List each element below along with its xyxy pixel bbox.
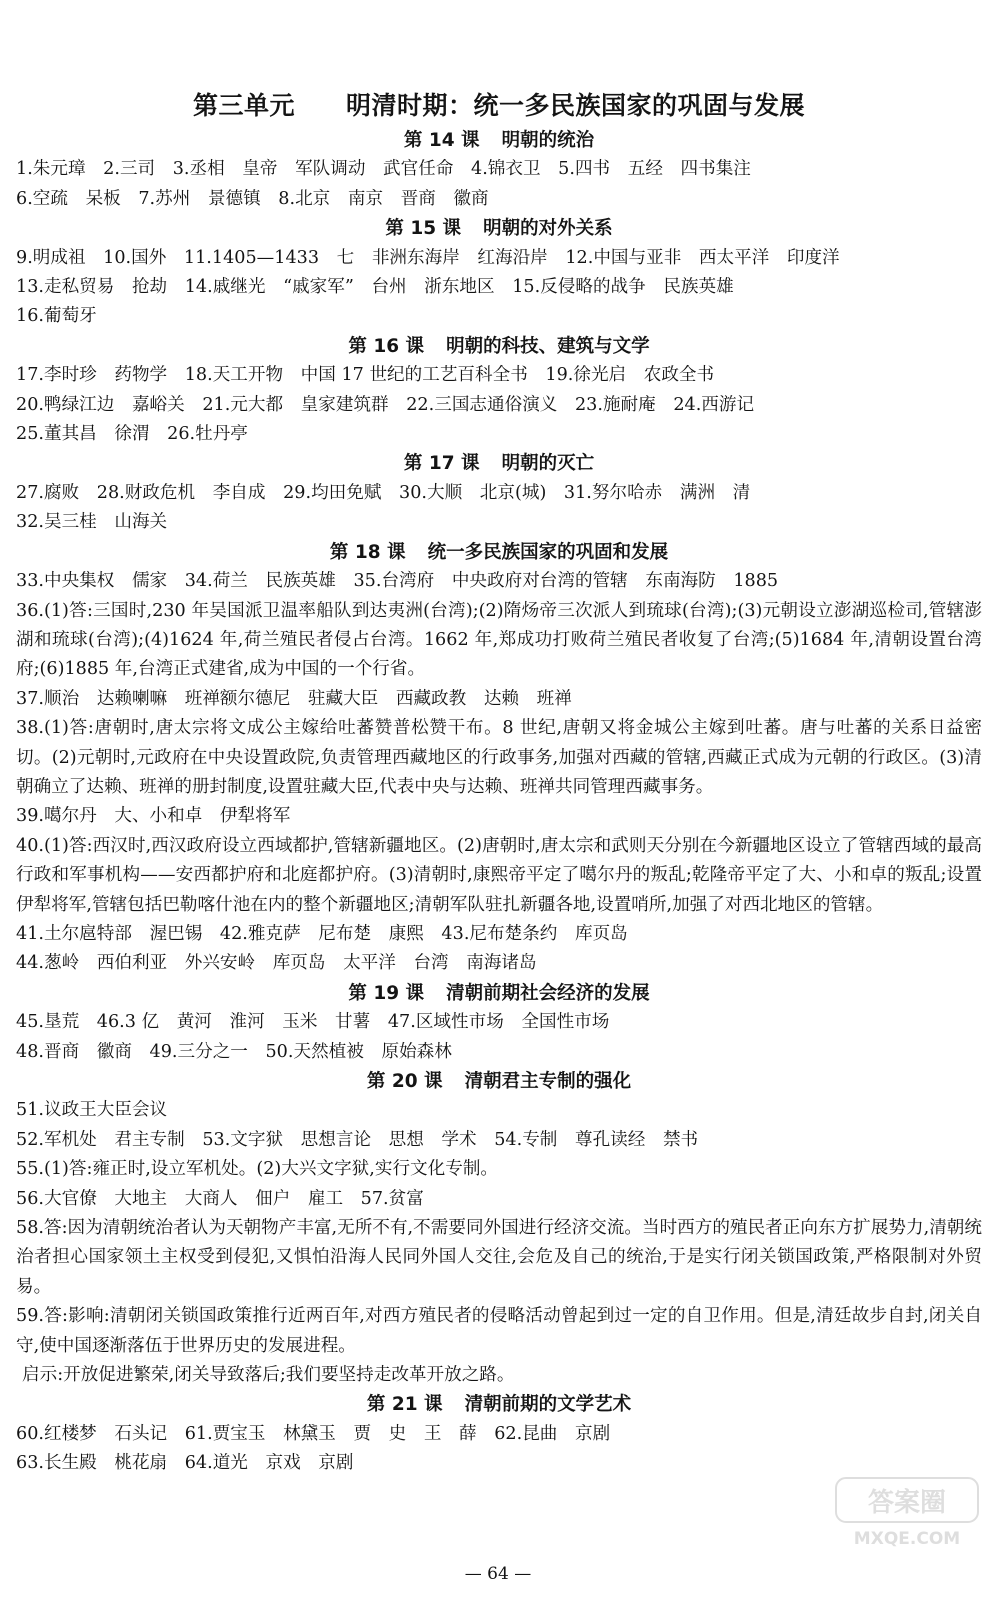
lesson-name: 清朝君主专制的强化: [464, 1071, 632, 1092]
answer-paragraph: 59.答:影响:清朝闭关锁国政策推行近两百年,对西方殖民者的侵略活动曾起到过一定的自卫作用。但是,清廷故步自封,闭关自守,使中国逐渐落伍于世界历史的发展进程。: [16, 1306, 982, 1356]
answer-line: 13.走私贸易 抢劫 14.戚继光 “戚家军” 台州 浙东地区 15.反侵略的战争 民族英雄: [16, 277, 734, 298]
answer-line: 41.土尔扈特部 渥巴锡 42.雅克萨 尼布楚 康熙 43.尼布楚条约 库页岛: [16, 923, 628, 944]
answer-line: 27.腐败 28.财政危机 李自成 29.均田免赋 30.大顺 北京(城) 31.努尔哈赤 满洲 清: [16, 482, 751, 503]
lesson-heading: [16, 538, 982, 567]
answer-line: 48.晋商 徽商 49.三分之一 50.天然植被 原始森林: [16, 1041, 452, 1062]
answer-line: 20.鸭绿江边 嘉峪关 21.元大都 皇家建筑群 22.三国志通俗演义 23.施耐庵 24.西游记: [16, 394, 755, 415]
watermark-text: 答案圈: [867, 1488, 947, 1518]
answer-content: [16, 126, 982, 1479]
answer-line: 6.空疏 呆板 7.苏州 景德镇 8.北京 南京 晋商 徽商: [16, 188, 489, 209]
lesson-name: 明朝的灭亡: [501, 453, 595, 475]
lesson-heading: [16, 1067, 982, 1096]
lesson-number: 第 20 课: [366, 1071, 443, 1092]
page-number: — 64 —: [464, 1564, 532, 1584]
answer-line: 启示:开放促进繁荣,闭关导致落后;我们要坚持走改革开放之路。: [22, 1365, 515, 1386]
answer-line: 1.朱元璋 2.三司 3.丞相 皇帝 军队调动 武官任命 4.锦衣卫 5.四书 五经 四书集注: [16, 159, 751, 180]
lesson-heading: [16, 1390, 982, 1419]
answer-paragraph: 36.(1)答:三国时,230 年吴国派卫温率船队到达夷洲(台湾);(2)隋炀帝三次派人到琉球(台湾);(3)元朝设立澎湖巡检司,管辖澎湖和琉球(台湾);(4)1624 年,荷兰殖民者侵占台湾。1662 年,郑成功打败荷兰殖民者收复了台湾;(5)1684 年,清朝设置台湾府;(6)1885 年,台湾正式建省,成为中国的一个行省。: [16, 600, 982, 680]
answer-page: [16, 88, 982, 1479]
lesson-number: 第 16 课: [348, 335, 425, 357]
answer-line: 17.李时珍 药物学 18.天工开物 中国 17 世纪的工艺百科全书 19.徐光启 农政全书: [16, 365, 715, 386]
lesson-number: 第 18 课: [329, 541, 406, 563]
answer-paragraph: 38.(1)答:唐朝时,唐太宗将文成公主嫁给吐蕃赞普松赞干布。8 世纪,唐朝又将金城公主嫁到吐蕃。唐与吐蕃的关系日益密切。(2)元朝时,元政府在中央设置政院,负责管理西藏地区的行政事务,加强对西藏的管辖,西藏正式成为元朝的行政区。(3)清朝确立了达赖、班禅的册封制度,设置驻藏大臣,代表中央与达赖、班禅共同管理西藏事务。: [16, 718, 982, 797]
answer-line: 33.中央集权 儒家 34.荷兰 民族英雄 35.台湾府 中央政府对台湾的管辖 东南海防 1885: [16, 571, 779, 592]
answer-line: 52.军机处 君主专制 53.文字狱 思想言论 思想 学术 54.专制 尊孔读经 禁书: [16, 1129, 699, 1150]
lesson-name: 明朝的科技、建筑与文学: [446, 335, 650, 357]
lesson-name: 清朝前期的文学艺术: [464, 1394, 632, 1416]
unit-title: 第三单元 明清时期：统一多民族国家的巩固与发展: [192, 91, 805, 120]
answer-paragraph: 58.答:因为清朝统治者认为天朝物产丰富,无所不有,不需要同外国进行经济交流。当时西方的殖民者正向东方扩展势力,清朝统治者担心国家领土主权受到侵犯,又惧怕沿海人民同外国人交往,会危及自己的统治,于是实行闭关锁国政策,严格限制对外贸易。: [16, 1218, 982, 1297]
lesson-heading: [16, 214, 982, 243]
answer-line: 51.议政王大臣会议: [16, 1100, 168, 1121]
lesson-heading: [16, 126, 982, 155]
answer-line: 60.红楼梦 石头记 61.贾宝玉 林黛玉 贾 史 王 薛 62.昆曲 京剧: [16, 1423, 611, 1444]
answer-line: 16.葡萄牙: [16, 306, 97, 327]
lesson-name: 统一多民族国家的巩固和发展: [427, 541, 669, 563]
lesson-number: 第 14 课: [403, 130, 480, 151]
answer-line: 44.葱岭 西伯利亚 外兴安岭 库页岛 太平洋 台湾 南海诸岛: [16, 953, 537, 974]
answer-line: 25.董其昌 徐渭 26.牡丹亭: [16, 424, 248, 445]
lesson-heading: [16, 332, 982, 361]
watermark-logo: [834, 1476, 980, 1550]
watermark-domain: MXQE.COM: [853, 1529, 961, 1549]
lesson-heading: [16, 449, 982, 478]
answer-line: 39.噶尔丹 大、小和卓 伊犁将军: [16, 806, 291, 827]
answer-line: 32.吴三桂 山海关: [16, 512, 168, 533]
answer-line: 56.大官僚 大地主 大商人 佃户 雇工 57.贫富: [16, 1188, 424, 1209]
lesson-name: 明朝的统治: [501, 130, 595, 151]
answer-line: 45.垦荒 46.3 亿 黄河 淮河 玉米 甘薯 47.区域性市场 全国性市场: [16, 1012, 610, 1033]
answer-line: 37.顺治 达赖喇嘛 班禅额尔德尼 驻藏大臣 西藏政教 达赖 班禅: [16, 688, 572, 709]
lesson-heading: [16, 979, 982, 1008]
answer-paragraph: 40.(1)答:西汉时,西汉政府设立西域都护,管辖新疆地区。(2)唐朝时,唐太宗和武则天分别在今新疆地区设立了管辖西域的最高行政和军事机构——安西都护府和北庭都护府。(3)清朝时,康熙帝平定了噶尔丹的叛乱;乾隆帝平定了大、小和卓的叛乱;设置伊犁将军,管辖包括巴勒喀什池在内的整个新疆地区;清朝军队驻扎新疆各地,设置哨所,加强了对西北地区的管辖。: [16, 835, 982, 915]
lesson-number: 第 15 课: [385, 218, 462, 240]
lesson-name: 明朝的对外关系: [483, 218, 613, 240]
answer-line: 9.明成祖 10.国外 11.1405—1433 七 非洲东海岸 红海沿岸 12.中国与亚非 西太平洋 印度洋: [16, 247, 840, 268]
answer-line: 55.(1)答:雍正时,设立军机处。(2)大兴文字狱,实行文化专制。: [16, 1159, 499, 1180]
lesson-number: 第 17 课: [403, 453, 480, 475]
answer-line: 63.长生殿 桃花扇 64.道光 京戏 京剧: [16, 1453, 354, 1474]
lesson-number: 第 19 课: [348, 982, 425, 1004]
lesson-number: 第 21 课: [366, 1394, 443, 1416]
lesson-name: 清朝前期社会经济的发展: [446, 982, 650, 1004]
